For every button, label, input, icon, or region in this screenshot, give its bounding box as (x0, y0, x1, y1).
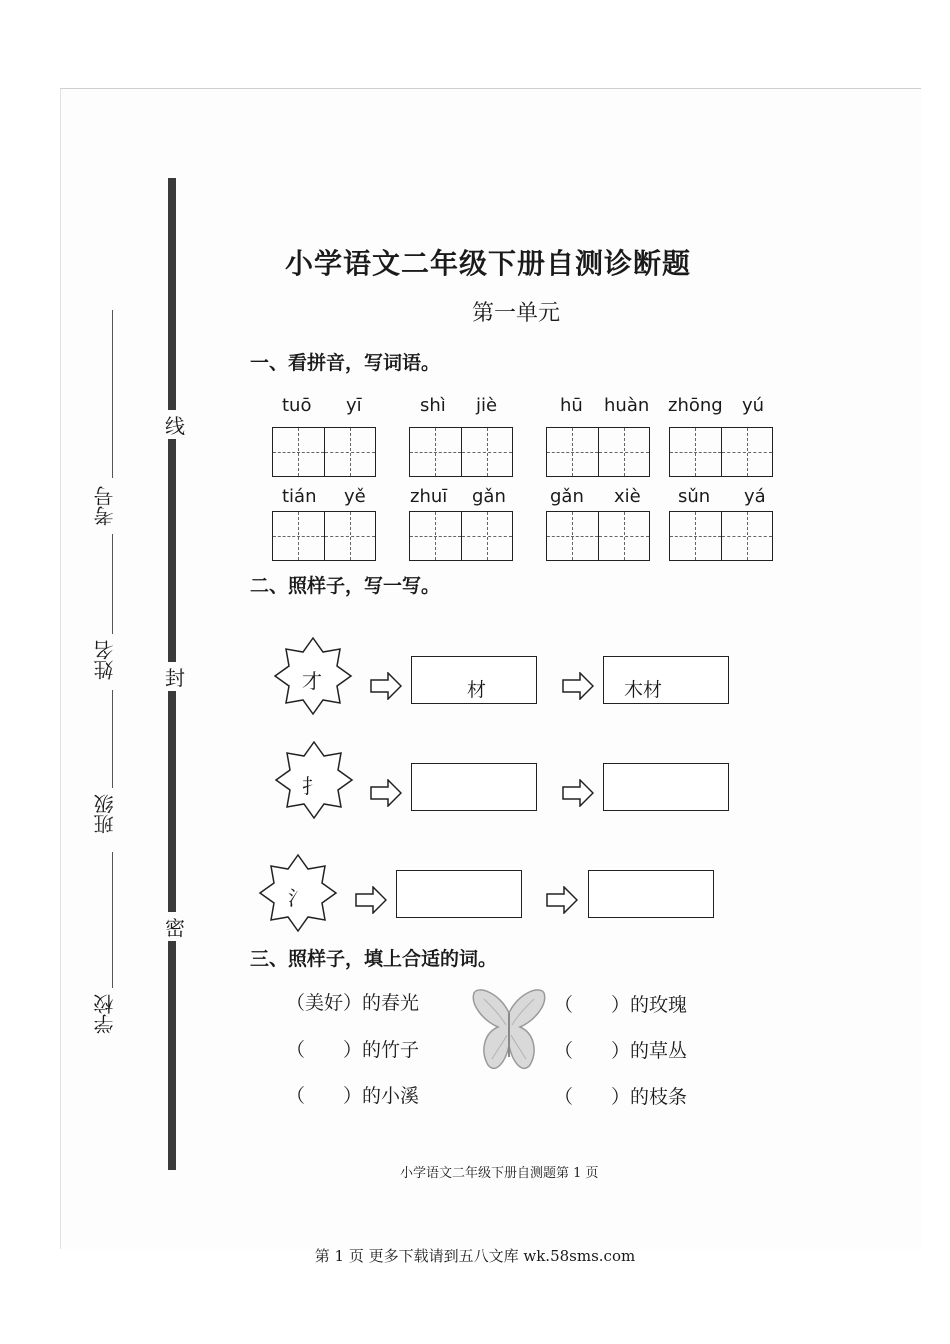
fill-blank-phrase[interactable]: （ ）的竹子 (286, 1039, 420, 1061)
pinyin: hū (560, 395, 583, 416)
pinyin: shì (420, 395, 446, 416)
arrow-right-icon (355, 886, 387, 914)
arrow-right-icon (546, 886, 578, 914)
pinyin: tuō (282, 395, 312, 416)
pinyin: yú (742, 395, 765, 416)
answer-box[interactable] (396, 870, 522, 918)
answer-box[interactable] (588, 870, 714, 918)
writing-grid[interactable] (409, 427, 513, 477)
kaohao-line (112, 310, 113, 478)
answer-box[interactable] (411, 763, 537, 811)
label-xingming: 姓名 (93, 640, 117, 680)
pinyin: gǎn (472, 486, 506, 507)
pinyin: zhōng (668, 395, 723, 416)
writing-grid[interactable] (546, 427, 650, 477)
section3-heading: 三、照样子，填上合适的词。 (250, 948, 498, 970)
fill-blank-phrase[interactable]: （ ）的玫瑰 (554, 994, 688, 1016)
radical-char: 才 (302, 669, 322, 693)
writing-grid[interactable] (669, 427, 773, 477)
binding-mark-mi: 密 (165, 912, 185, 941)
fill-blank-phrase[interactable]: （ ）的枝条 (554, 1086, 688, 1108)
answer-box[interactable] (603, 656, 729, 704)
radical-char: 氵 (288, 886, 308, 910)
writing-grid[interactable] (546, 511, 650, 561)
pinyin: jiè (476, 395, 498, 416)
pinyin: yī (346, 395, 362, 416)
page-footer-label: 小学语文二年级下册自测题第 1 页 (400, 1166, 599, 1181)
pinyin: xiè (614, 486, 641, 507)
answer-text: 材 (467, 679, 487, 701)
fill-blank-phrase[interactable]: （ ）的小溪 (286, 1085, 420, 1107)
page-title: 小学语文二年级下册自测诊断题 (285, 247, 692, 280)
binding-mark-feng: 封 (165, 662, 185, 691)
label-kaohao: 考号 (93, 486, 117, 526)
xuexiao-line (112, 852, 113, 988)
answer-text: 木材 (624, 679, 663, 701)
unit-subtitle: 第一单元 (472, 301, 561, 326)
writing-grid[interactable] (409, 511, 513, 561)
butterfly-icon (470, 985, 548, 1077)
binding-mark-xian: 线 (165, 410, 185, 439)
arrow-right-icon (562, 779, 594, 807)
pinyin: huàn (604, 395, 650, 416)
answer-box[interactable] (603, 763, 729, 811)
section1-heading: 一、看拼音，写词语。 (250, 352, 441, 374)
pinyin: sǔn (678, 486, 711, 507)
pinyin: yá (744, 486, 766, 507)
label-xuexiao: 学校 (93, 994, 117, 1034)
pinyin: yě (344, 486, 366, 507)
arrow-right-icon (370, 672, 402, 700)
pinyin: gǎn (550, 486, 584, 507)
label-banji: 班级 (93, 794, 117, 834)
fill-blank-phrase[interactable]: （ ）的草丛 (554, 1040, 688, 1062)
download-footer: 第 1 页 更多下载请到五八文库 wk.58sms.com (314, 1247, 636, 1265)
banji-line (112, 690, 113, 788)
pinyin: tián (282, 486, 317, 507)
writing-grid[interactable] (272, 511, 376, 561)
writing-grid[interactable] (272, 427, 376, 477)
arrow-right-icon (562, 672, 594, 700)
section2-heading: 二、照样子，写一写。 (250, 575, 441, 597)
xingming-line (112, 534, 113, 634)
fill-blank-phrase[interactable]: （美好）的春光 (286, 992, 420, 1014)
pinyin: zhuī (410, 486, 448, 507)
answer-box[interactable] (411, 656, 537, 704)
arrow-right-icon (370, 779, 402, 807)
writing-grid[interactable] (669, 511, 773, 561)
radical-char: 扌 (302, 774, 322, 798)
